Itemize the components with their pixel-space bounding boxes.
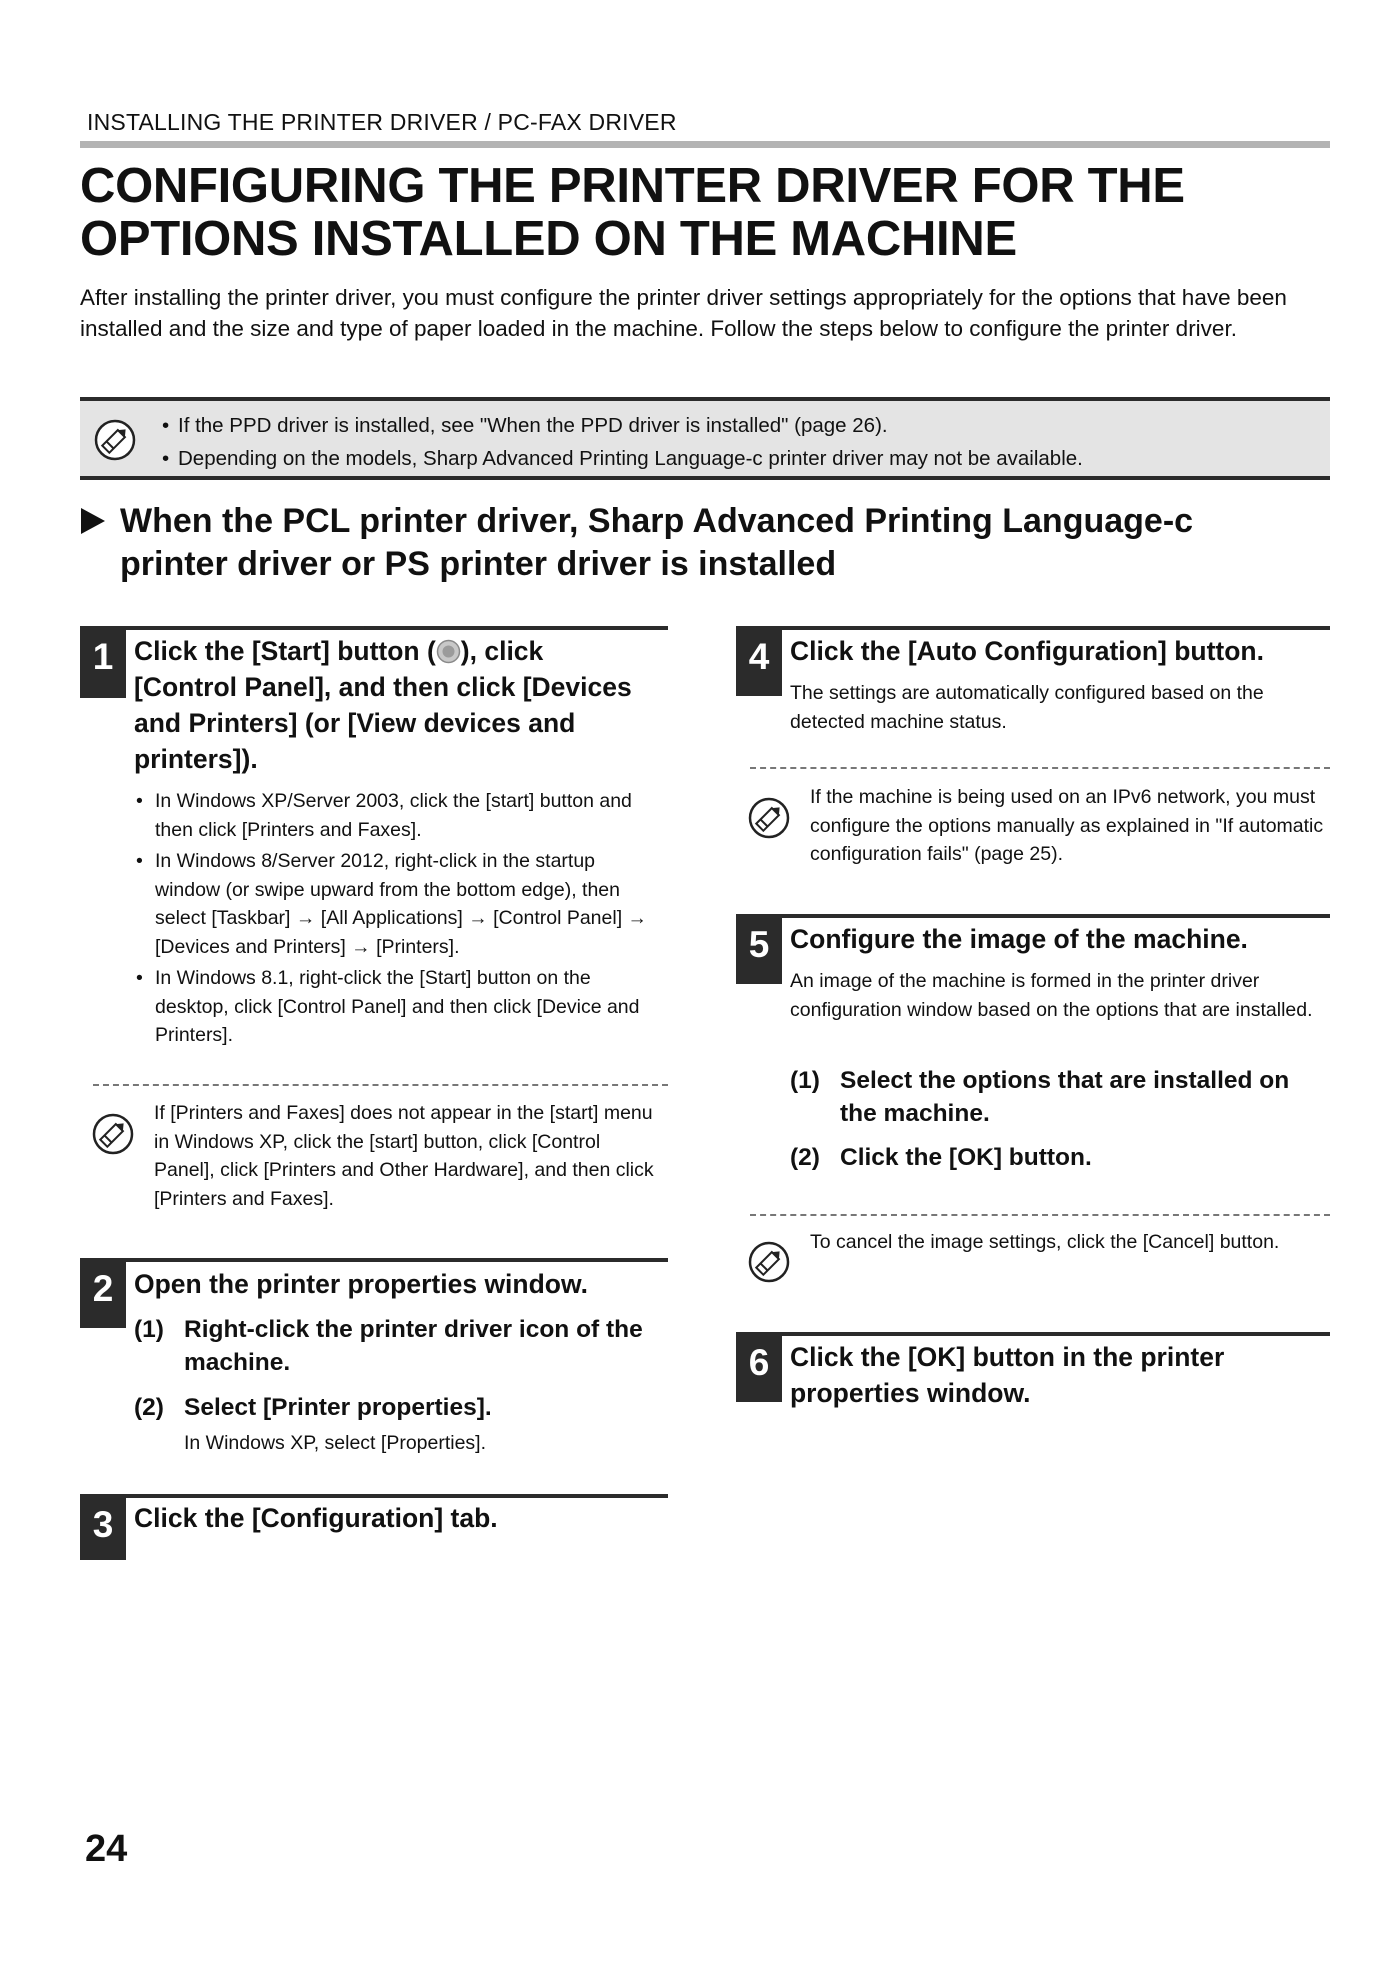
- step-bullet: • In Windows 8.1, right-click the [Start] button on the desktop, click [Control Panel] and then click [Device and Printers].: [136, 964, 661, 1050]
- step-number-badge: 1: [80, 630, 126, 698]
- step-5-substep-1: [790, 1064, 1330, 1134]
- step-3-title: Click the [Configuration] tab.: [134, 1503, 498, 1533]
- pencil-note-icon: [94, 419, 136, 461]
- step-2-substep-2-desc: In Windows XP, select [Properties].: [184, 1432, 487, 1454]
- step-4-desc: The settings are automatically configured based on the detected machine status.: [790, 682, 1264, 733]
- start-orb-icon: [436, 639, 461, 664]
- step-rule: [736, 1332, 1330, 1336]
- step-2-substep-1: [134, 1313, 674, 1383]
- substep-number: (1): [134, 1316, 164, 1343]
- note-box: [80, 397, 1330, 480]
- pencil-note-icon: [92, 1113, 134, 1155]
- step-rule: [736, 914, 1330, 918]
- substep-text-line-2: machine.: [184, 1349, 291, 1376]
- step-6-title: [790, 1339, 1330, 1411]
- substep-text: Select [Printer properties].: [184, 1394, 492, 1421]
- step-6-title-line-1: Click the [OK] button in the printer: [790, 1342, 1225, 1372]
- step-2-substep-2: [134, 1391, 674, 1427]
- running-header: INSTALLING THE PRINTER DRIVER / PC-FAX DRIVER: [87, 109, 677, 135]
- step-1-title: [134, 633, 674, 777]
- note-item: • If the PPD driver is installed, see "When the PPD driver is installed" (page 26).: [162, 409, 1310, 442]
- substep-number: (1): [790, 1067, 820, 1094]
- step-5-desc: An image of the machine is formed in the printer driver configuration window based on the options that are installed.: [790, 970, 1313, 1021]
- substep-text-line-1: Select the options that are installed on: [840, 1067, 1290, 1094]
- step-number-badge: 3: [80, 1498, 126, 1560]
- step-1-title-part-b: ), click: [460, 636, 544, 666]
- pencil-note-icon: [748, 797, 790, 839]
- step-rule: [80, 626, 668, 630]
- page-title-line-1: CONFIGURING THE PRINTER DRIVER FOR THE: [80, 159, 1185, 213]
- step-6-title-line-2: properties window.: [790, 1378, 1031, 1408]
- step-1-title-line-2: [Control Panel], and then click [Devices: [134, 672, 632, 702]
- step-5-title: Configure the image of the machine.: [790, 924, 1248, 954]
- substep-text: Click the [OK] button.: [840, 1144, 1092, 1171]
- step-number-badge: 5: [736, 918, 782, 984]
- dashed-divider: [93, 1084, 668, 1086]
- step-number-badge: 4: [736, 630, 782, 696]
- step-1-title-line-3: and Printers] (or [View devices and: [134, 708, 576, 738]
- page-number: 24: [85, 1828, 128, 1870]
- step-1-title-part-a: Click the [Start] button (: [134, 636, 436, 666]
- substep-text-line-2: the machine.: [840, 1100, 990, 1127]
- step-1-title-line-4: printers]).: [134, 744, 258, 774]
- substep-text-line-1: Right-click the printer driver icon of the: [184, 1316, 643, 1343]
- step-2-title: Open the printer properties window.: [134, 1269, 588, 1299]
- step-1-bullets: [136, 787, 661, 1053]
- dashed-divider: [750, 767, 1330, 769]
- step-bullet: • In Windows 8/Server 2012, right-click in the startup window (or swipe upward from the bottom edge), then select [Taskbar] → [All Applications] → [Control Panel] → [Devices and Printers] → [Printers].: [136, 847, 661, 961]
- substep-number: (2): [134, 1394, 164, 1421]
- triangle-arrow-icon: [80, 507, 106, 535]
- step-rule: [80, 1258, 668, 1262]
- pencil-note-icon: [748, 1241, 790, 1283]
- step-number-badge: 2: [80, 1262, 126, 1328]
- step-5-note: To cancel the image settings, click the [Cancel] button.: [810, 1231, 1280, 1253]
- step-4-title: Click the [Auto Configuration] button.: [790, 636, 1264, 666]
- step-1-note: If [Printers and Faxes] does not appear in the [start] menu in Windows XP, click the [start] button, click [Control Panel], click [Printers and Other Hardware], and then click [Printers and Faxes].: [154, 1102, 654, 1210]
- step-bullet: • In Windows XP/Server 2003, click the [start] button and then click [Printers and Faxes].: [136, 787, 661, 844]
- step-5-substep-2: [790, 1141, 1330, 1177]
- note-item: • Depending on the models, Sharp Advanced Printing Language-c printer driver may not be available.: [162, 442, 1310, 475]
- section-heading-line-1: When the PCL printer driver, Sharp Advanced Printing Language-c: [120, 502, 1194, 540]
- section-heading-line-2: printer driver or PS printer driver is installed: [120, 545, 837, 583]
- page-title-line-2: OPTIONS INSTALLED ON THE MACHINE: [80, 212, 1017, 266]
- step-rule: [80, 1494, 668, 1498]
- substep-number: (2): [790, 1144, 820, 1171]
- step-4-note: If the machine is being used on an IPv6 network, you must configure the options manually as explained in "If automatic configuration fails" (page 25).: [810, 786, 1324, 865]
- intro-paragraph: After installing the printer driver, you must configure the printer driver settings appropriately for the options that have been installed and the size and type of paper loaded in the machine. Follow the steps below to configure the printer driver.: [80, 285, 1287, 341]
- step-rule: [736, 626, 1330, 630]
- page-title: [80, 160, 1320, 266]
- header-rule: [80, 141, 1330, 148]
- dashed-divider: [750, 1214, 1330, 1216]
- step-number-badge: 6: [736, 1336, 782, 1402]
